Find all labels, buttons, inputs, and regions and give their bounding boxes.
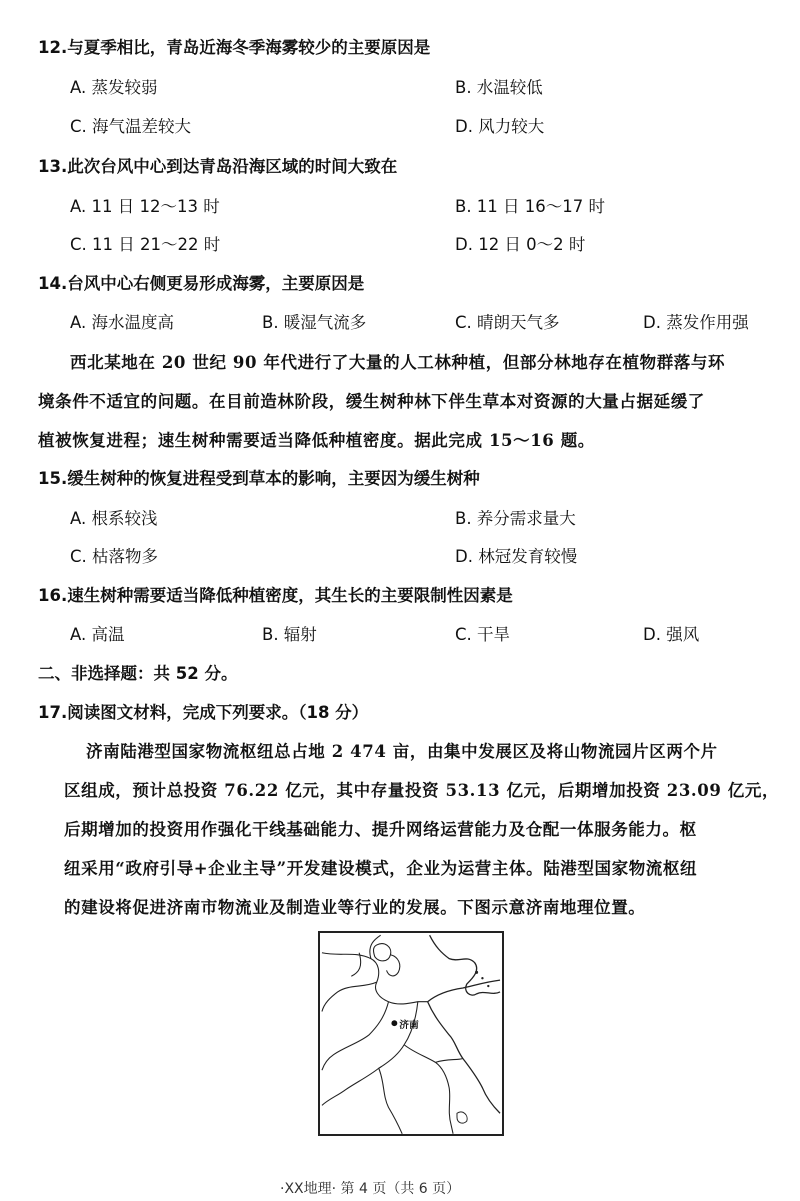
- question-16-option-b: B. 辐射: [262, 625, 317, 644]
- question-13-option-d: D. 12 日 0～2 时: [455, 235, 586, 254]
- passage-2-line-2: 区组成，预计总投资 76.22 亿元，其中存量投资 53.13 亿元，后期增加投资 23.09 亿元，: [64, 781, 780, 800]
- passage-2-line-3: 后期增加的投资用作强化干线基础能力、提升网络运营能力及仓配一体服务能力。枢: [64, 820, 697, 839]
- question-14-option-d: D. 蒸发作用强: [643, 313, 749, 332]
- peninsula-outline: [428, 980, 500, 1113]
- island-1: [475, 971, 478, 974]
- passage-2-line-1: 济南陆港型国家物流枢纽总占地 2 474 亩，由集中发展区及将山物流园片区两个片: [86, 742, 718, 761]
- question-17-stem: 17.阅读图文材料，完成下列要求。（18 分）: [38, 703, 369, 722]
- question-16-option-d: D. 强风: [643, 625, 700, 644]
- question-15-option-d: D. 林冠发育较慢: [455, 547, 578, 566]
- province-borders: [322, 935, 463, 1134]
- question-15-stem: 15.缓生树种的恢复进程受到草本的影响，主要因为缓生树种: [38, 469, 480, 488]
- question-15-option-a: A. 根系较浅: [70, 509, 158, 528]
- passage-1-line-1: 西北某地在 20 世纪 90 年代进行了大量的人工林种植，但部分林地存在植物群落与环: [70, 353, 726, 372]
- island-2: [481, 977, 483, 979]
- question-16-option-a: A. 高温: [70, 625, 125, 644]
- question-16-option-c: C. 干旱: [455, 625, 511, 644]
- question-12-option-a: A. 蒸发较弱: [70, 78, 158, 97]
- question-13-option-b: B. 11 日 16～17 时: [455, 197, 606, 216]
- question-16-stem: 16.速生树种需要适当降低种植密度，其生长的主要限制性因素是: [38, 586, 513, 605]
- island-3: [487, 985, 489, 987]
- jinan-point: [391, 1020, 397, 1026]
- question-12-option-b: B. 水温较低: [455, 78, 543, 97]
- passage-2-line-5: 的建设将促进济南市物流业及制造业等行业的发展。下图示意济南地理位置。: [64, 898, 646, 917]
- question-15-option-b: B. 养分需求量大: [455, 509, 576, 528]
- jinan-location-map: [318, 931, 504, 1136]
- passage-1-line-2: 境条件不适宜的问题。在目前造林阶段，缓生树种林下伴生草本对资源的大量占据延缓了: [38, 392, 705, 411]
- question-14-option-c: C. 晴朗天气多: [455, 313, 560, 332]
- beijing-outline: [374, 944, 391, 961]
- question-15-option-c: C. 枯落物多: [70, 547, 159, 566]
- question-12-option-c: C. 海气温差较大: [70, 117, 192, 136]
- question-14-option-a: A. 海水温度高: [70, 313, 174, 332]
- question-12-stem: 12.与夏季相比，青岛近海冬季海雾较少的主要原因是: [38, 38, 431, 57]
- coastline: [430, 935, 500, 995]
- jinan-label: 济南: [399, 1020, 419, 1032]
- question-14-stem: 14.台风中心右侧更易形成海雾，主要原因是: [38, 274, 365, 293]
- question-13-option-a: A. 11 日 12～13 时: [70, 197, 220, 216]
- page-footer: ·XX地理· 第 4 页（共 6 页）: [280, 1181, 461, 1197]
- question-14-option-b: B. 暖湿气流多: [262, 313, 367, 332]
- question-12-option-d: D. 风力较大: [455, 117, 545, 136]
- passage-1-line-3: 植被恢复进程；速生树种需要适当降低种植密度。据此完成 15～16 题。: [38, 431, 595, 450]
- section-2-heading: 二、非选择题：共 52 分。: [38, 664, 238, 683]
- southern-islands: [457, 1112, 467, 1123]
- question-13-option-c: C. 11 日 21～22 时: [70, 235, 221, 254]
- passage-2-line-4: 纽采用“政府引导+企业主导”开发建设模式，企业为运营主体。陆港型国家物流枢纽: [64, 859, 698, 878]
- question-13-stem: 13.此次台风中心到达青岛沿海区域的时间大致在: [38, 157, 398, 176]
